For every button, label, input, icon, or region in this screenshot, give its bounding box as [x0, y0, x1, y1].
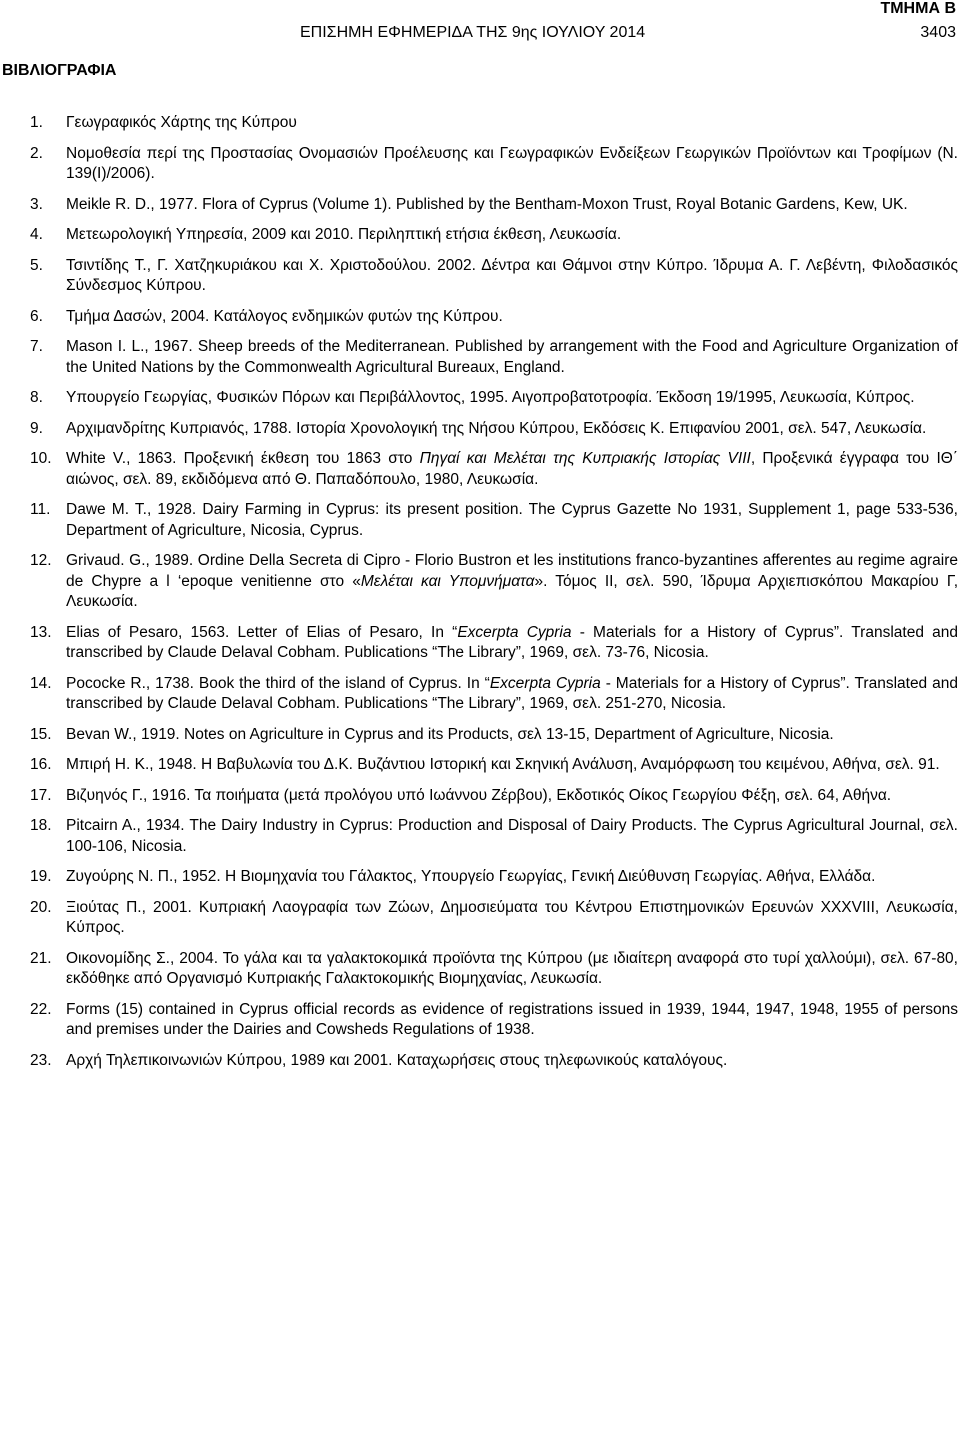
reference-text: Ζυγούρης Ν. Π., 1952. Η Βιομηχανία του Γάλακτος, Υπουργείο Γεωργίας, Γενική Διεύθυνση Γεωργίας. Αθήνα, Ελλάδα. [66, 868, 876, 885]
reference-text: Bevan W., 1919. Notes on Agriculture in Cyprus and its Products, σελ 13-15, Department of Agriculture, Nicosia. [66, 725, 834, 743]
reference-item [30, 419, 958, 440]
reference-number: 21. [30, 949, 52, 967]
reference-text: Υπουργείο Γεωργίας, Φυσικών Πόρων και Περιβάλλοντος, 1995. Αιγοπροβατοτροφία. Έκδοση 19/1995, Λευκωσία, Κύπρος. [66, 389, 915, 406]
reference-number: 15. [30, 725, 52, 743]
reference-text: Βιζυηνός Γ., 1916. Τα ποιήματα (μετά προλόγου υπό Ιωάννου Ζέρβου), Εκδοτικός Οίκος Γεωργίου Φέξη, σελ. 64, Αθήνα. [66, 786, 892, 804]
reference-item [30, 113, 958, 134]
reference-text-after: ». Τόμος ΙΙ, σελ. 590, Ίδρυμα Αρχιεπισκόπου Μακαρίου Γ, Λευκωσία. [66, 572, 959, 610]
reference-number: 4. [30, 226, 43, 243]
reference-number: 16. [30, 756, 52, 773]
reference-text [66, 623, 958, 664]
reference-number: 19. [30, 868, 52, 885]
reference-item [30, 307, 958, 328]
reference-item [30, 786, 958, 807]
reference-text: Meikle R. D., 1977. Flora of Cyprus (Volume 1). Published by the Bentham-Moxon Trust, Royal Botanic Gardens, Kew, UK. [66, 195, 908, 213]
reference-text-before: Pococke R., 1738. Book the third of the island of Cyprus. In “ [66, 674, 490, 692]
reference-number: 14. [30, 674, 52, 692]
reference-item [30, 725, 958, 746]
reference-text-after: , Προξενικά έγγραφα του ΙΘ΄ αιώνος, σελ. 89, εκδιδόμενα από Θ. Παπαδόπουλο, 1980, Λευκωσία. [66, 450, 958, 488]
page-number: 3403 [920, 24, 956, 41]
reference-text-before: Elias of Pesaro, 1563. Letter of Elias of Pesaro, In “ [66, 623, 458, 641]
reference-item [30, 623, 958, 664]
reference-text: Pitcairn A., 1934. The Dairy Industry in Cyprus: Production and Disposal of Dairy Products. The Cyprus Agricultural Journal, σελ. 100-106, Nicosia. [66, 817, 958, 855]
reference-number: 22. [30, 1000, 52, 1018]
reference-text: Τμήμα Δασών, 2004. Κατάλογος ενδημικών φυτών της Κύπρου. [66, 307, 503, 325]
reference-item [30, 1000, 958, 1041]
section-label: ΤΜΗΜΑ Β [880, 0, 956, 17]
reference-text: Dawe M. T., 1928. Dairy Farming in Cyprus: its present position. The Cyprus Gazette No 1931, Supplement 1, page 533-536, Department of Agriculture, Nicosia, Cyprus. [66, 501, 958, 539]
reference-text: Αρχή Τηλεπικοινωνιών Κύπρου, 1989 και 2001. Καταχωρήσεις στους τηλεφωνικούς καταλόγους. [66, 1051, 728, 1069]
reference-item [30, 755, 958, 776]
reference-number: 23. [30, 1051, 52, 1069]
reference-text: Οικονομίδης Σ., 2004. Το γάλα και τα γαλακτοκομικά προϊόντα της Κύπρου (με ιδιαίτερη αναφορά στο τυρί χαλλούμι), σελ. 67-80, εκδόθηκε από Οργανισμό Κυπριακής Γαλακτοκομικής Βιομηχανίας, Λευκωσία. [66, 949, 958, 987]
reference-text: Forms (15) contained in Cyprus official records as evidence of registrations issued in 1939, 1944, 1947, 1948, 1955 of persons and premises under the Dairies and Cowsheds Regulations of 1938. [66, 1000, 958, 1038]
reference-text [66, 674, 958, 715]
reference-item [30, 144, 958, 185]
reference-number: 9. [30, 419, 43, 437]
reference-italic-title: Excerpta Cypria [489, 674, 601, 692]
reference-text: Ξιούτας Π., 2001. Κυπριακή Λαογραφία των Ζώων, Δημοσιεύματα του Κέντρου Επιστημονικών Ερευνών XXXVIII, Λευκωσία, Κύπρος. [66, 898, 958, 936]
reference-text: Γεωγραφικός Χάρτης της Κύπρου [66, 114, 297, 131]
reference-number: 11. [30, 501, 51, 518]
reference-text: Αρχιμανδρίτης Κυπριανός, 1788. Ιστορία Χρονολογική της Νήσου Κύπρου, Εκδόσεις Κ. Επιφανίου 2001, σελ. 547, Λευκωσία. [66, 419, 927, 437]
reference-number: 5. [30, 256, 43, 274]
reference-number: 10. [30, 450, 52, 467]
reference-number: 7. [30, 338, 43, 355]
reference-number: 2. [30, 144, 43, 162]
reference-item [30, 500, 958, 541]
reference-text [66, 449, 958, 490]
reference-number: 20. [30, 898, 52, 916]
reference-item [30, 1051, 958, 1072]
reference-item [30, 337, 958, 378]
reference-text [66, 551, 958, 613]
reference-number: 17. [30, 786, 52, 804]
reference-item [30, 816, 958, 857]
reference-text: Νομοθεσία περί της Προστασίας Ονομασιών Προέλευσης και Γεωγραφικών Ενδείξεων Γεωργικών Προϊόντων και Τροφίμων (Ν. 139(I)/2006). [66, 144, 958, 182]
reference-number: 3. [30, 195, 43, 213]
reference-text: Τσιντίδης Τ., Γ. Χατζηκυριάκου και Χ. Χριστοδούλου. 2002. Δέντρα και Θάμνοι στην Κύπρο. Ίδρυμα Α. Γ. Λεβέντη, Φιλοδασικός Σύνδεσμος Κύπρου. [66, 256, 958, 294]
reference-italic-title: Excerpta Cypria [457, 623, 572, 641]
reference-text-before: Grivaud. G., 1989. Ordine Della Secreta di Cipro - Florio Bustron et les institutions franco-byzantines afferentes au regime agraire de Chypre a l ‘epoque venitienne στο « [66, 552, 958, 590]
reference-item [30, 551, 958, 613]
reference-item [30, 449, 958, 490]
reference-text: Mason I. L., 1967. Sheep breeds of the Mediterranean. Published by arrangement with the Food and Agriculture Organization of the United Nations by the Commonwealth Agricultural Bureaux, England. [66, 338, 958, 376]
reference-item [30, 195, 958, 216]
reference-italic-title: Πηγαί και Μελέται της Κυπριακής Ιστορίας VIII [419, 450, 751, 467]
reference-text: Μετεωρολογική Υπηρεσία, 2009 και 2010. Περιληπτική ετήσια έκθεση, Λευκωσία. [66, 226, 622, 243]
reference-number: 12. [30, 552, 52, 569]
reference-text-after: - Materials for a History of Cyprus”. Translated and transcribed by Claude Delaval Cobham. Publications “The Library”, 1969, σελ. 73-76, Nicosia. [66, 623, 959, 661]
reference-number: 8. [30, 389, 43, 406]
reference-item [30, 949, 958, 990]
reference-number: 18. [30, 817, 52, 834]
reference-text-before: White V., 1863. Προξενική έκθεση του 1863 στο [66, 450, 420, 467]
gazette-header-title: ΕΠΙΣΗΜΗ ΕΦΗΜΕΡΙΔΑ ΤΗΣ 9ης ΙΟΥΛΙΟΥ 2014 [300, 24, 646, 41]
reference-item [30, 256, 958, 297]
reference-item [30, 225, 958, 246]
bibliography-heading: ΒΙΒΛΙΟΓΡΑΦΙΑ [2, 62, 117, 79]
reference-number: 1. [30, 114, 43, 131]
reference-number: 13. [30, 623, 52, 641]
reference-list [30, 113, 958, 1081]
reference-item [30, 867, 958, 888]
reference-number: 6. [30, 307, 43, 325]
reference-item [30, 898, 958, 939]
reference-text-after: - Materials for a History of Cyprus”. Translated and transcribed by Claude Delaval Cobham. Publications “The Library”, 1969, σελ. 251-270, Nicosia. [66, 674, 958, 712]
reference-text: Μπιρή Η. Κ., 1948. Η Βαβυλωνία του Δ.Κ. Βυζάντιου Ιστορική και Σκηνική Ανάλυση, Αναμόρφωση του κειμένου, Αθήνα, σελ. 91. [66, 756, 940, 773]
reference-italic-title: Μελέται και Υπομνήματα [360, 572, 535, 590]
reference-item [30, 674, 958, 715]
reference-item [30, 388, 958, 409]
